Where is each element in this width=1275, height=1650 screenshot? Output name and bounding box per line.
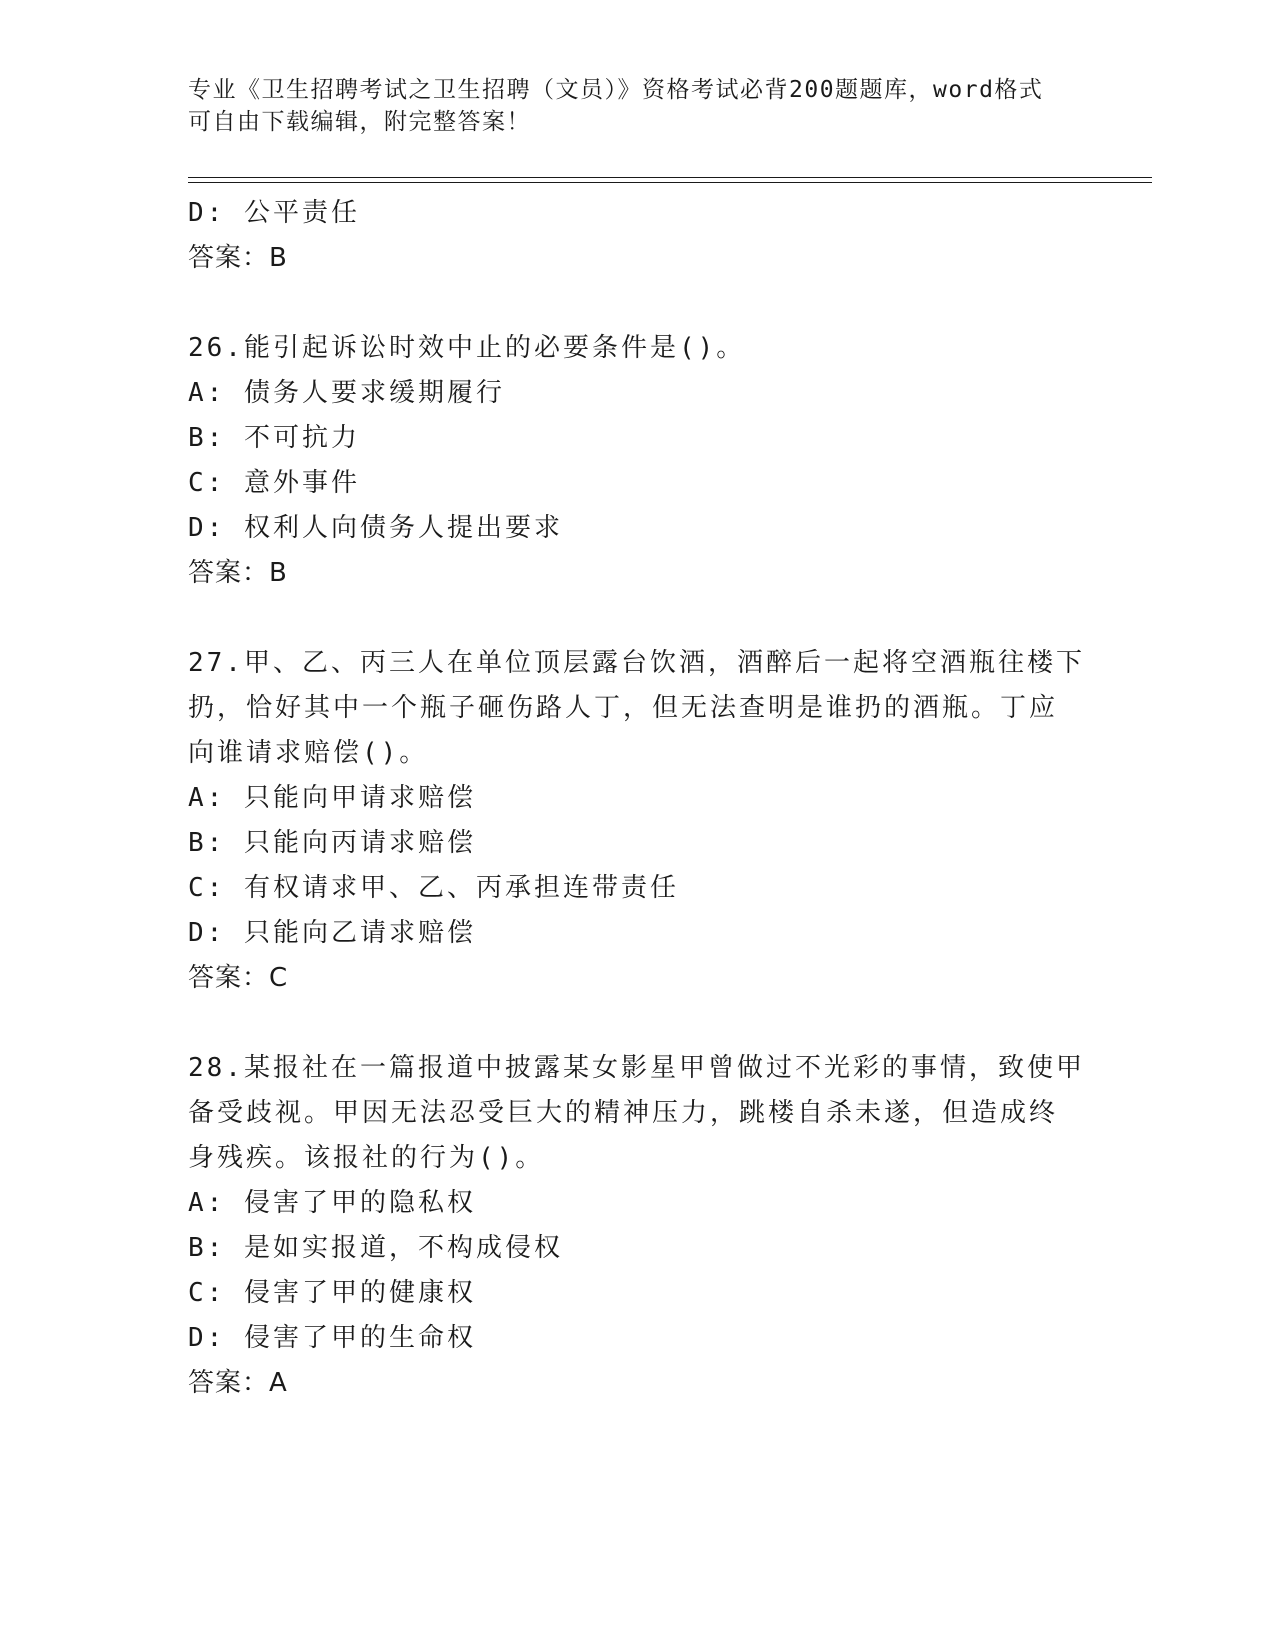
spacer bbox=[188, 596, 1088, 641]
answer-line: 答案：B bbox=[188, 558, 288, 588]
header-divider-bottom bbox=[188, 182, 1152, 183]
header-line-1: 专业《卫生招聘考试之卫生招聘（文员）》资格考试必背200题题库，word格式 bbox=[188, 77, 1044, 103]
header-divider-top bbox=[188, 177, 1152, 178]
option-b: B: 是如实报道，不构成侵权 bbox=[188, 1233, 563, 1263]
option-b: B: 不可抗力 bbox=[188, 423, 360, 453]
question-stem: 26.能引起诉讼时效中止的必要条件是()。 bbox=[188, 333, 746, 363]
question-28 bbox=[188, 1046, 1088, 1406]
option-c: C: 意外事件 bbox=[188, 468, 360, 498]
answer-line: 答案：B bbox=[188, 243, 288, 273]
question-stem-line-3: 身残疾。该报社的行为()。 bbox=[188, 1143, 545, 1173]
option-d: D: 公平责任 bbox=[188, 198, 360, 228]
header-line-2: 可自由下载编辑，附完整答案！ bbox=[188, 109, 531, 135]
option-d: D: 只能向乙请求赔偿 bbox=[188, 918, 476, 948]
question-26 bbox=[188, 326, 1088, 596]
answer-line: 答案：A bbox=[188, 1368, 288, 1398]
answer-line: 答案：C bbox=[188, 963, 289, 993]
question-stem-line-1: 27.甲、乙、丙三人在单位顶层露台饮酒，酒醉后一起将空酒瓶往楼下 bbox=[188, 648, 1085, 678]
question-27 bbox=[188, 641, 1088, 1001]
question-stem-line-1: 28.某报社在一篇报道中披露某女影星甲曾做过不光彩的事情，致使甲 bbox=[188, 1053, 1085, 1083]
option-d: D: 侵害了甲的生命权 bbox=[188, 1323, 476, 1353]
question-content bbox=[188, 191, 1088, 1406]
option-b: B: 只能向丙请求赔偿 bbox=[188, 828, 476, 858]
option-a: A: 债务人要求缓期履行 bbox=[188, 378, 505, 408]
question-stem-line-3: 向谁请求赔偿()。 bbox=[188, 738, 429, 768]
document-header bbox=[188, 74, 1078, 138]
spacer bbox=[188, 281, 1088, 326]
question-stem-line-2: 备受歧视。甲因无法忍受巨大的精神压力，跳楼自杀未遂，但造成终 bbox=[188, 1098, 1059, 1128]
option-a: A: 只能向甲请求赔偿 bbox=[188, 783, 476, 813]
question-stem-line-2: 扔，恰好其中一个瓶子砸伤路人丁，但无法查明是谁扔的酒瓶。丁应 bbox=[188, 693, 1059, 723]
option-c: C: 侵害了甲的健康权 bbox=[188, 1278, 476, 1308]
spacer bbox=[188, 1001, 1088, 1046]
option-d: D: 权利人向债务人提出要求 bbox=[188, 513, 563, 543]
option-c: C: 有权请求甲、乙、丙承担连带责任 bbox=[188, 873, 679, 903]
option-a: A: 侵害了甲的隐私权 bbox=[188, 1188, 476, 1218]
